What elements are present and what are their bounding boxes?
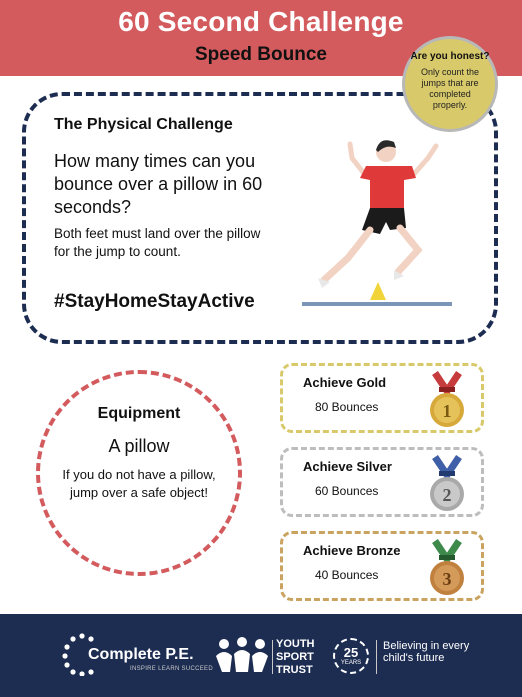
challenge-question: How many times can you bounce over a pillow in 60 seconds? [54, 151, 263, 217]
award-gold [280, 363, 484, 433]
award-silver [280, 447, 484, 517]
award-title: Achieve Gold [303, 375, 387, 390]
yst-name: YOUTH SPORT TRUST [276, 638, 315, 676]
footer-divider [272, 640, 273, 674]
award-title: Achieve Bronze [303, 543, 401, 558]
people-logo-icon [214, 636, 270, 674]
honesty-heading: Are you honest? [410, 51, 490, 62]
award-count: 80 Bounces [315, 400, 379, 414]
footer-divider [376, 640, 377, 674]
award-title: Achieve Silver [303, 459, 392, 474]
equipment-note: If you do not have a pillow, jump over a safe object! [62, 467, 216, 500]
equipment-item: A pillow [108, 436, 170, 456]
years-badge [333, 638, 369, 674]
page-title: 60 Second Challenge [118, 6, 404, 37]
cpe-name: Complete P.E. [88, 646, 194, 663]
challenge-rule: Both feet must land over the pillow for the jump to count. [54, 226, 261, 259]
award-count: 60 Bounces [315, 484, 379, 498]
gold-medal-icon [427, 371, 467, 429]
years-label: YEARS [340, 660, 362, 666]
honesty-badge [402, 36, 498, 132]
award-count: 40 Bounces [315, 568, 379, 582]
bronze-medal-icon [427, 539, 467, 597]
slogan: Believing in every child's future [383, 640, 470, 664]
silver-medal-icon [427, 455, 467, 513]
medal-number: 2 [442, 485, 452, 505]
award-bronze [280, 531, 484, 601]
equipment-heading: Equipment [97, 405, 181, 422]
honesty-text: Only count the jumps that are completed properly. [420, 67, 480, 110]
years-number: 25 [343, 645, 359, 660]
medal-number: 1 [442, 401, 452, 421]
challenge-heading: The Physical Challenge [54, 116, 233, 133]
cpe-tagline: INSPIRE LEARN SUCCEED [130, 666, 213, 672]
jumping-person-icon [300, 130, 460, 310]
page-subtitle: Speed Bounce [195, 44, 327, 65]
challenge-hashtag: #StayHomeStayActive [54, 291, 255, 312]
medal-number: 3 [442, 569, 452, 589]
